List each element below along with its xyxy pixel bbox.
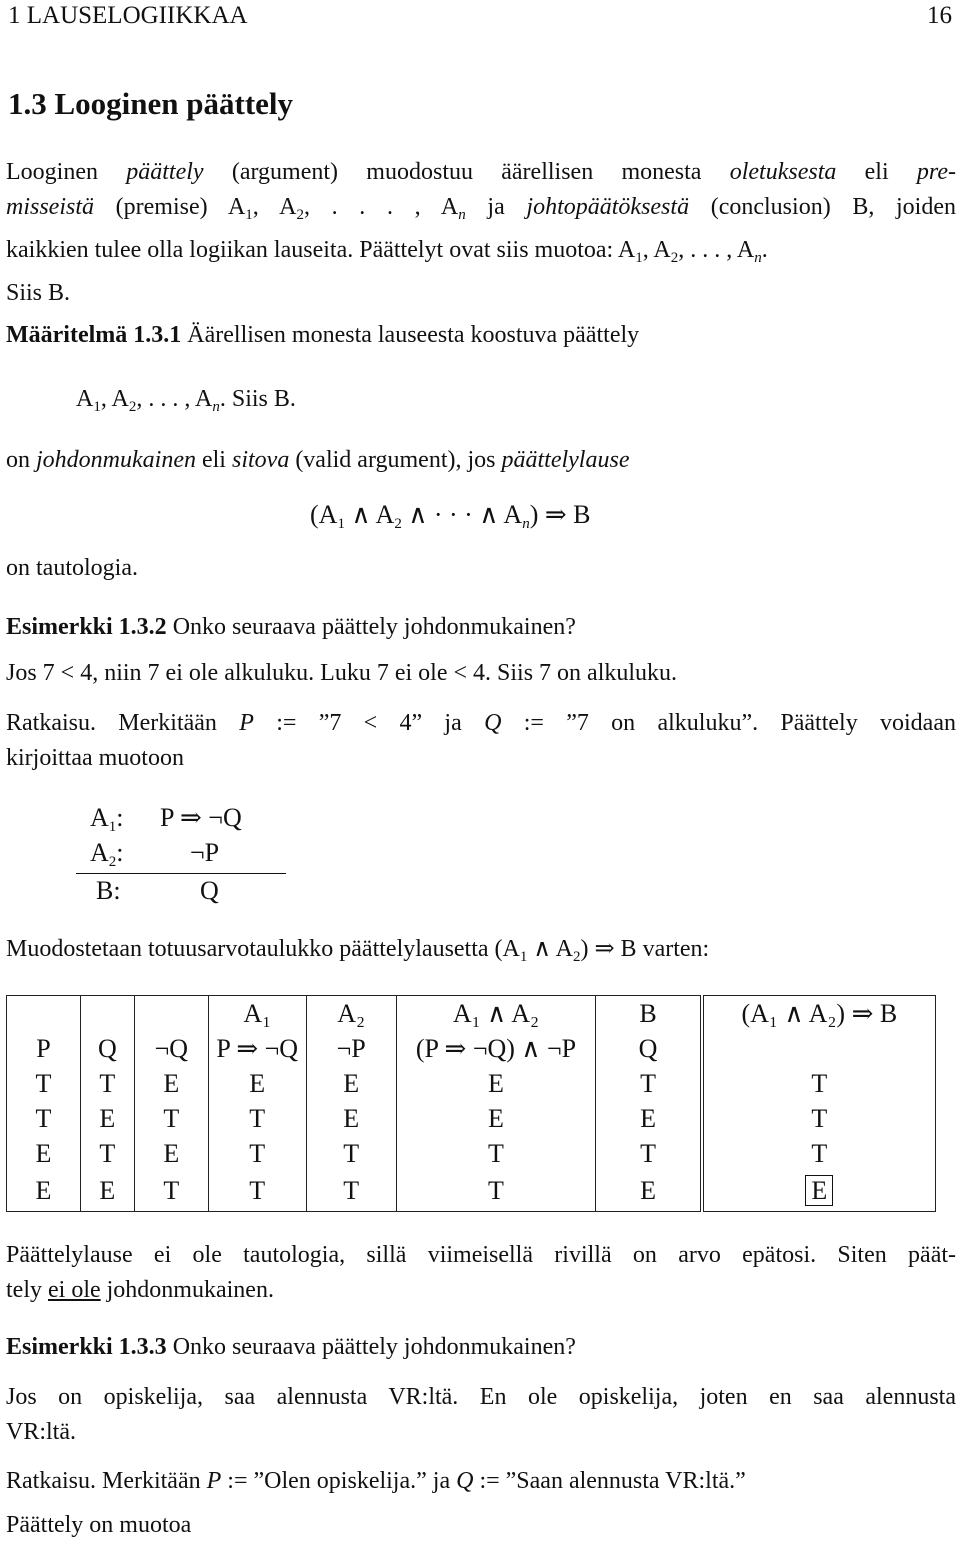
argument-premise-2: $A_2$: [90, 838, 124, 870]
definition-premises: $A_1$, $A_2$, . . . , $A_n$. Siis B. [76, 386, 296, 415]
header-cell [7, 996, 81, 1032]
header-cell [702, 1031, 936, 1066]
table-cell: T [396, 1171, 596, 1212]
table-cell: T [306, 1171, 396, 1212]
table-cell: T [702, 1136, 936, 1171]
definition-heading: Määritelmä 1.3.1 Äärellisen monesta lauseesta koostuva päättely [6, 322, 640, 348]
table-cell: E [596, 1171, 702, 1212]
table-cell: E [80, 1101, 134, 1136]
argument-conclusion: B: [96, 876, 121, 905]
argument-conclusion-value: Q [200, 876, 219, 905]
table-row [7, 1136, 936, 1171]
truth-table-header-row-2 [7, 1031, 936, 1066]
example2-heading: Esimerkki 1.3.3 Onko seuraava päättely johdonmukainen? [6, 1334, 576, 1360]
example1-solution-line-2: kirjoittaa muotoon [6, 745, 184, 771]
table-cell: T [7, 1066, 81, 1101]
header-cell: ¬Q [134, 1031, 208, 1066]
table-cell: T [134, 1101, 208, 1136]
argument-premise-2-value: ¬P [190, 838, 220, 867]
header-cell: A₁ ∧ A₂ [396, 996, 596, 1032]
definition-formula: ($A_1$ ∧ $A_2$ ∧ · · · ∧ $A_n$) ⇒ B [310, 500, 591, 532]
section-title: 1.3 Looginen päättely [8, 86, 294, 121]
header-cell: (A₁ ∧ A₂) ⇒ B [702, 996, 936, 1032]
header-cell: P ⇒ ¬Q [208, 1031, 306, 1066]
example2-last-line: Päättely on muotoa [6, 1512, 192, 1538]
argument-premise-1-value: P ⇒ ¬Q [160, 803, 242, 832]
chapter-title: 1 LAUSELOGIIKKAA [8, 2, 248, 29]
table-intro: Muodostetaan totuusarvotaulukko päättelylausetta ($A_1$ ∧ $A_2$) ⇒ B varten: [6, 936, 710, 965]
table-cell: E [7, 1136, 81, 1171]
page-header [8, 2, 952, 30]
example2-statement [6, 1380, 956, 1450]
intro-line-4: Siis B. [6, 280, 71, 306]
table-cell: T [596, 1136, 702, 1171]
table-cell: E [396, 1101, 596, 1136]
header-cell: Q [80, 1031, 134, 1066]
example1-label: Esimerkki 1.3.2 [6, 614, 167, 640]
page-number: 16 [927, 2, 952, 29]
argument-premise-1: $A_1$: [90, 803, 124, 835]
table-conclusion [6, 1238, 956, 1308]
table-cell: T [396, 1136, 596, 1171]
table-cell: T [208, 1101, 306, 1136]
header-cell: P [7, 1031, 81, 1066]
table-cell: T [80, 1136, 134, 1171]
table-cell: T [702, 1066, 936, 1101]
table-cell: E [134, 1066, 208, 1101]
definition-line-2: on johdonmukainen eli sitova (valid argument), jos päättelylause [6, 447, 630, 473]
intro-line-3: kaikkien tulee olla logiikan lauseita. Päättelyt ovat siis muotoa: $A_1$, $A_2$, . . . , $A_n$. [6, 237, 768, 266]
table-conclusion-line-2: tely ei ole johdonmukainen. [6, 1277, 274, 1303]
table-cell: E [396, 1066, 596, 1101]
example2-label: Esimerkki 1.3.3 [6, 1334, 167, 1360]
boxed-false-value: E [805, 1175, 833, 1206]
table-cell: T [208, 1171, 306, 1212]
example1-heading: Esimerkki 1.3.2 Onko seuraava päättely johdonmukainen? [6, 614, 576, 640]
definition-label: Määritelmä 1.3.1 [6, 322, 182, 348]
example1-statement: Jos 7 < 4, niin 7 ei ole alkuluku. Luku 7 ei ole < 4. Siis 7 on alkuluku. [6, 660, 678, 686]
header-cell [80, 996, 134, 1032]
table-conclusion-line-1: Päättelylause ei ole tautologia, sillä viimeisellä rivillä on arvo epätosi. Siten päät- [6, 1242, 956, 1268]
example2-statement-line-1: Jos on opiskelija, saa alennusta VR:ltä. En ole opiskelija, joten en saa alennusta [6, 1384, 956, 1410]
intro-line-2: misseistä (premise) $A_1$, $A_2$, . . . , $A_n$ ja johtopäätöksestä (conclusion) B, joiden [6, 194, 956, 223]
truth-table [6, 995, 936, 1212]
table-cell: E [596, 1101, 702, 1136]
header-cell: ¬P [306, 1031, 396, 1066]
table-cell: E [306, 1101, 396, 1136]
table-row [7, 1101, 936, 1136]
header-cell: A₂ [306, 996, 396, 1032]
header-cell [134, 996, 208, 1032]
table-cell: T [208, 1136, 306, 1171]
table-cell: T [702, 1101, 936, 1136]
table-cell: E [208, 1066, 306, 1101]
example1-solution [6, 706, 956, 776]
table-row [7, 1171, 936, 1212]
table-row [7, 1066, 936, 1101]
definition-line-3: on tautologia. [6, 555, 138, 581]
header-cell: B [596, 996, 702, 1032]
table-cell: E [80, 1171, 134, 1212]
table-cell: T [80, 1066, 134, 1101]
table-cell: E [306, 1066, 396, 1101]
table-cell: T [306, 1136, 396, 1171]
header-cell: A₁ [208, 996, 306, 1032]
table-cell: T [7, 1101, 81, 1136]
intro-line-1: Looginen päättely (argument) muodostuu äärellisen monesta oletuksesta eli pre- [6, 159, 956, 185]
table-cell: E [7, 1171, 81, 1212]
table-cell-boxed [702, 1171, 936, 1212]
intro-paragraph [6, 155, 956, 311]
example2-statement-line-2: VR:ltä. [6, 1419, 76, 1445]
header-cell: Q [596, 1031, 702, 1066]
truth-table-header-row-1 [7, 996, 936, 1032]
example2-solution: Ratkaisu. Merkitään P := ”Olen opiskelija.” ja Q := ”Saan alennusta VR:ltä.” [6, 1468, 746, 1494]
table-cell: T [596, 1066, 702, 1101]
argument-divider [76, 873, 286, 874]
example1-solution-line-1: Ratkaisu. Merkitään P := ”7 < 4” ja Q := ”7 on alkuluku”. Päättely voidaan [6, 710, 956, 736]
header-cell: (P ⇒ ¬Q) ∧ ¬P [396, 1031, 596, 1066]
table-cell: E [134, 1136, 208, 1171]
table-cell: T [134, 1171, 208, 1212]
